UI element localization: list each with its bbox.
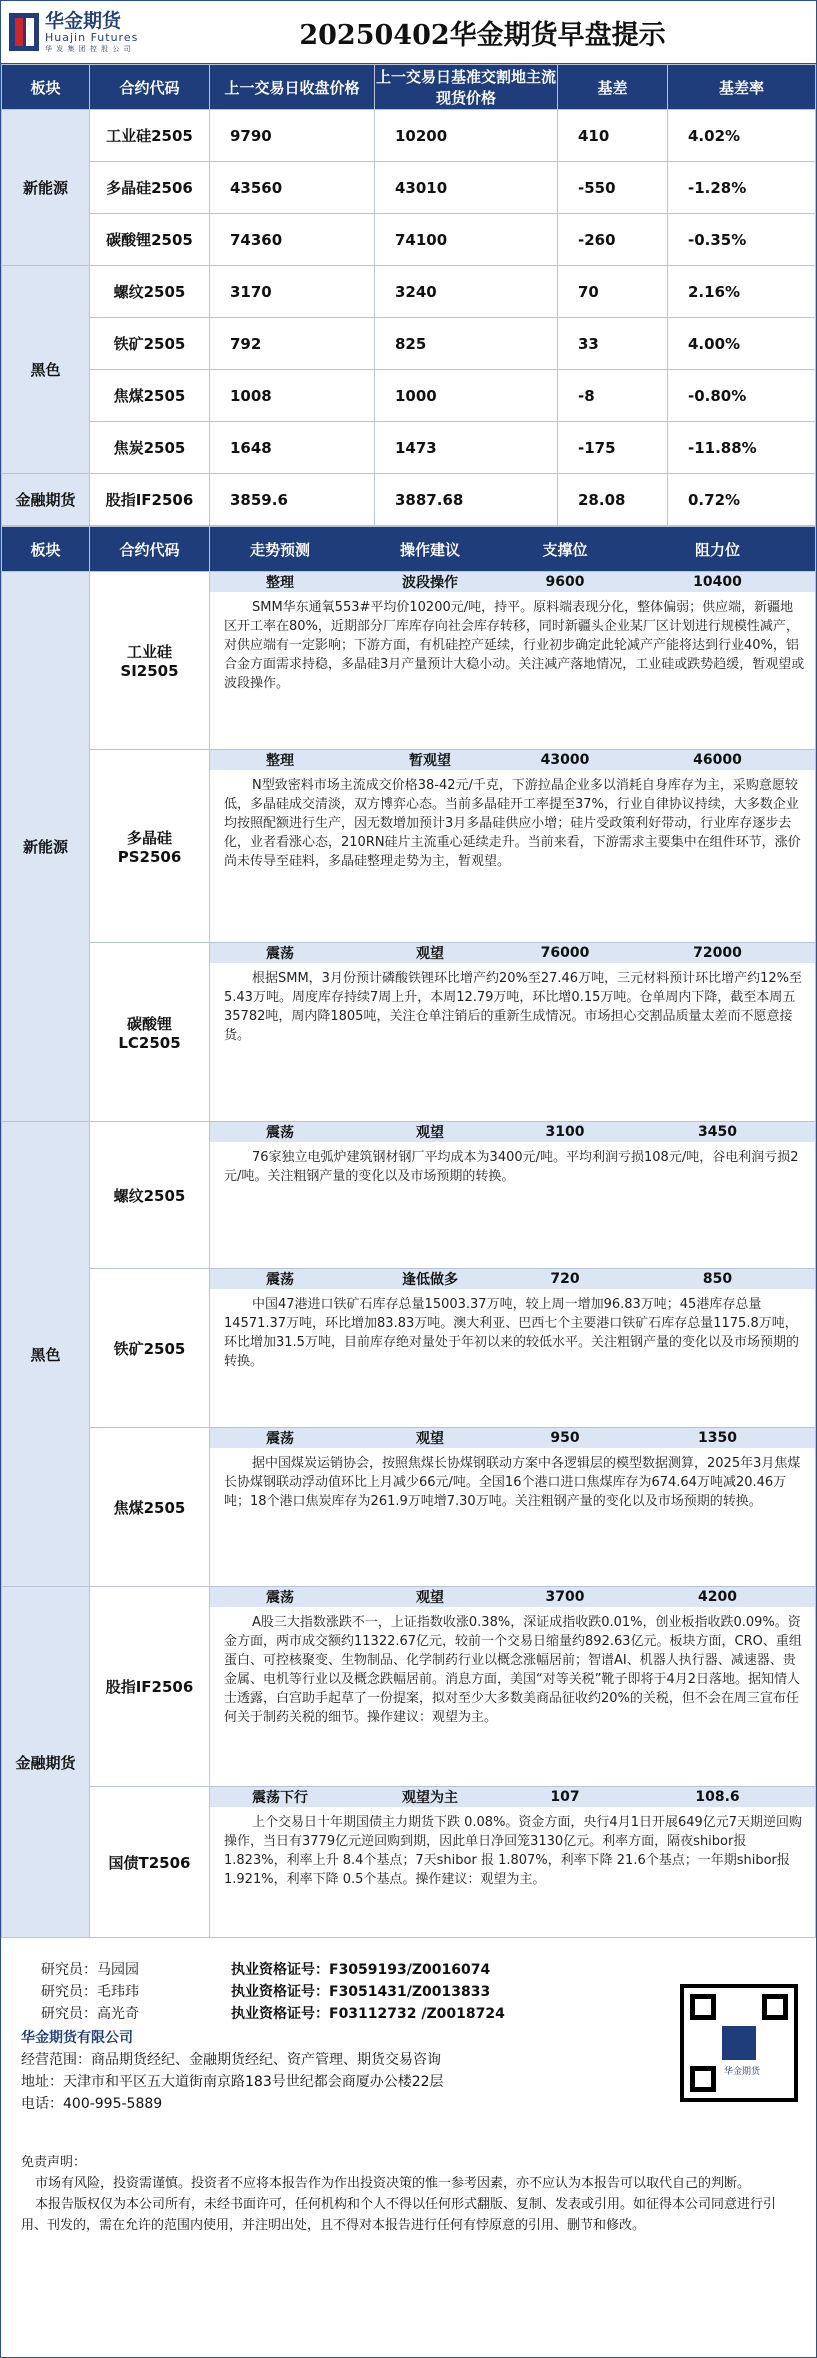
- support-level: 950: [550, 1430, 580, 1446]
- trend-forecast: 整理: [266, 575, 294, 591]
- logo-sub: 华 发 集 团 控 股 公 司: [45, 44, 132, 53]
- value-cell: 825: [375, 318, 558, 370]
- value-cell: 1473: [375, 422, 558, 474]
- strategy-row: [2, 1269, 816, 1428]
- operation-advice: 观望: [416, 946, 444, 962]
- analysis-text: 根据SMM，3月份预计磷酸铁锂环比增产约20%至27.46万吨，三元材料预计环比增产约12%至5.43万吨。周度库存持续7周上升，本周12.79万吨，环比增0.15万吨。仓单周内下降，截至本周五35782吨，周内降1805吨，关注仓单注销后的重新生成情况。市场担心交割品质量太差而不愿意接货。: [224, 971, 802, 1043]
- contract-code: 国债T2506: [90, 1787, 210, 1938]
- resistance-level: 10400: [693, 574, 742, 590]
- operation-advice: 观望: [416, 1125, 444, 1141]
- support-level: 3700: [545, 1589, 585, 1605]
- value-cell: 70: [558, 266, 668, 318]
- company-logo: [9, 11, 189, 54]
- strategy-row: [2, 1587, 816, 1787]
- value-cell: 0.72%: [668, 474, 816, 526]
- analysis-text: 76家独立电弧炉建筑钢材钢厂平均成本为3400元/吨。平均利润亏损108元/吨，谷电利润亏损2元/吨。关注粗钢产量的变化以及市场预期的转换。: [224, 1150, 799, 1184]
- strategy-detail: [210, 750, 816, 943]
- support-level: 9600: [545, 574, 585, 590]
- license-number: 执业资格证号：F03112732 /Z0018724: [231, 2006, 505, 2022]
- value-cell: 3859.6: [210, 474, 375, 526]
- basis-header-cell: 上一交易日收盘价格: [210, 65, 375, 110]
- value-cell: -8: [558, 370, 668, 422]
- contract-code: 焦煤2505: [90, 370, 210, 422]
- trend-forecast: 震荡: [266, 1431, 294, 1447]
- analysis-text: 据中国煤炭运销协会，按照焦煤长协煤钢联动方案中各逻辑层的模型数据测算，2025年3月焦煤长协煤钢联动浮动值环比上月减少66元/吨。全国16个港口进口焦煤库存为674.64万吨减20.46万吨；18个港口焦炭库存为261.9万吨增7.30万吨。关注粗钢产量的变化以及市场预期的转换。: [224, 1456, 801, 1509]
- value-cell: 1648: [210, 422, 375, 474]
- contract-code: 螺纹2505: [90, 266, 210, 318]
- basis-header-cell: 合约代码: [90, 65, 210, 110]
- value-cell: 9790: [210, 110, 375, 162]
- strategy-summary: [210, 1122, 815, 1142]
- researcher-name: 研究员：高光奇: [41, 2006, 139, 2022]
- table-row: [2, 214, 816, 266]
- value-cell: 43560: [210, 162, 375, 214]
- resistance-level: 3450: [698, 1124, 737, 1140]
- strategy-detail: [210, 943, 816, 1122]
- sector-cell: 金融期货: [2, 1587, 90, 1938]
- support-level: 3100: [545, 1124, 585, 1140]
- disclaimer: [1, 2148, 816, 2240]
- value-cell: -11.88%: [668, 422, 816, 474]
- license-number: 执业资格证号：F3051431/Z0013833: [231, 1984, 491, 2000]
- operation-advice: 逢低做多: [402, 1272, 458, 1288]
- value-cell: 4.02%: [668, 110, 816, 162]
- value-cell: 4.00%: [668, 318, 816, 370]
- support-level: 43000: [540, 752, 590, 768]
- value-cell: -550: [558, 162, 668, 214]
- company-address: 地址：天津市和平区五大道街南京路183号世纪都会商厦办公楼22层: [21, 2074, 444, 2090]
- strategy-header-cell: 合约代码: [90, 527, 210, 572]
- contract-code: 碳酸锂2505: [90, 214, 210, 266]
- strategy-summary: [210, 1587, 815, 1607]
- sector-cell: 新能源: [2, 572, 90, 1122]
- resistance-level: 850: [702, 1271, 733, 1287]
- value-cell: 3240: [375, 266, 558, 318]
- contract-code: 焦煤2505: [90, 1428, 210, 1587]
- strategy-detail: [210, 572, 816, 750]
- trend-forecast: 震荡: [266, 1125, 294, 1141]
- strategy-detail: [210, 1428, 816, 1587]
- company-name: 华金期货有限公司: [21, 2030, 133, 2046]
- contract-code: 铁矿2505: [90, 1269, 210, 1428]
- strategy-detail: [210, 1269, 816, 1428]
- strategy-summary: [210, 1428, 815, 1448]
- strategy-table: [1, 526, 816, 1938]
- disclaimer-p2: 本报告版权仅为本公司所有，未经书面许可，任何机构和个人不得以任何形式翻版、复制、发表或引用。如征得本公司同意进行引用、刊发的，需在允许的范围内使用，并注明出处，且不得对本报告进行任何有悖原意的引用、删节和修改。: [21, 2197, 777, 2233]
- sector-cell: 金融期货: [2, 474, 90, 526]
- table-row: [2, 474, 816, 526]
- contract-code: 工业硅 SI2505: [90, 572, 210, 750]
- contract-code: 多晶硅2506: [90, 162, 210, 214]
- basis-header-cell: 基差率: [668, 65, 816, 110]
- value-cell: -0.80%: [668, 370, 816, 422]
- strategy-row: [2, 750, 816, 943]
- researcher-row: [21, 1958, 796, 1980]
- logo-cn: 华金期货: [45, 9, 122, 32]
- trend-forecast: 震荡: [266, 946, 294, 962]
- value-cell: 3170: [210, 266, 375, 318]
- operation-advice: 观望: [416, 1431, 444, 1447]
- strategy-header-cell: 支撑位: [542, 540, 588, 559]
- strategy-header-cell: 走势预测: [249, 540, 310, 559]
- operation-advice: 观望: [416, 1590, 444, 1606]
- support-level: 76000: [540, 945, 590, 961]
- strategy-header-cell: 阻力位: [694, 540, 740, 559]
- strategy-row: [2, 572, 816, 750]
- strategy-detail: [210, 1787, 816, 1938]
- qr-code-icon: [680, 1984, 798, 2102]
- strategy-table-header: [2, 527, 816, 572]
- value-cell: 43010: [375, 162, 558, 214]
- resistance-level: 72000: [693, 945, 742, 961]
- support-level: 107: [550, 1789, 580, 1805]
- analysis-text: 上个交易日十年期国债主力期货下跌 0.08%。资金方面，央行4月1日开展649亿元7天期逆回购操作，当日有3779亿元逆回购到期，因此单日净回笼3130亿元。利率方面，隔夜shibor报1.823%，利率上升 8.4个基点；7天shibor 报 1.807%，利率下降 21.6个基点；一年期shibor报 1.921%，利率下降 0.5个基点。操作建议：观望为主。: [224, 1815, 803, 1887]
- value-cell: 10200: [375, 110, 558, 162]
- support-level: 720: [550, 1271, 580, 1287]
- trend-forecast: 震荡: [266, 1272, 294, 1288]
- analysis-text: N型致密料市场主流成交价格38-42元/千克，下游拉晶企业多以消耗自身库存为主，采购意愿较低，多晶硅成交清淡，双方博弈心态。当前多晶硅开工率提至37%，行业自律协议持续，大多数企业均按照配额进行生产，因无数增加预计3月多晶硅供应小增；硅片受政策利好带动，行业库存逐步去化，业者看涨心态，210RN硅片主流重心延续走升。当前来看，下游需求主要集中在组件环节，涨价尚未传导至硅料，多晶硅整理走势为主，暂观望。: [224, 778, 801, 869]
- basis-table-header: [2, 65, 816, 110]
- value-cell: 2.16%: [668, 266, 816, 318]
- qr-label: 华金期货: [724, 2067, 761, 2077]
- table-row: [2, 318, 816, 370]
- logo-mark-icon: [9, 13, 39, 51]
- sector-cell: 黑色: [2, 1122, 90, 1587]
- strategy-summary: [210, 572, 815, 592]
- value-cell: 33: [558, 318, 668, 370]
- value-cell: -260: [558, 214, 668, 266]
- business-scope: 经营范围：商品期货经纪、金融期货经纪、资产管理、期货交易咨询: [21, 2052, 441, 2068]
- analysis-text: A股三大指数涨跌不一，上证指数收涨0.38%，深证成指收跌0.01%，创业板指收跌0.09%。资金方面，两市成交额约11322.67亿元，较前一个交易日缩量约892.63亿元。板块方面，CRO、重组蛋白、可控核聚变、生物制品、化学制药行业以概念涨幅居前；智谱AI、机器人执行器、减速器、贵金属、电机等行业以及概念跌幅居前。消息方面，美国“对等关税”靴子即将于4月2日落地。据知情人士透露，白宫助手起草了一份提案，拟对至少大多数美商品征收约20%的关税，但不会在周三宣布任何关于制药关税的细节。操作建议：观望为主。: [224, 1615, 802, 1725]
- resistance-level: 4200: [698, 1589, 737, 1605]
- basis-header-cell: 板块: [2, 65, 90, 110]
- value-cell: 792: [210, 318, 375, 370]
- strategy-row: [2, 1428, 816, 1587]
- value-cell: 410: [558, 110, 668, 162]
- resistance-level: 46000: [693, 752, 742, 768]
- strategy-header-cell: 板块: [2, 527, 90, 572]
- strategy-row: [2, 943, 816, 1122]
- table-row: [2, 162, 816, 214]
- contract-code: 股指IF2506: [90, 1587, 210, 1787]
- operation-advice: 暂观望: [409, 753, 451, 769]
- basis-table: [1, 64, 816, 526]
- value-cell: 1008: [210, 370, 375, 422]
- strategy-detail: [210, 1587, 816, 1787]
- value-cell: 28.08: [558, 474, 668, 526]
- trend-forecast: 整理: [266, 753, 294, 769]
- trend-forecast: 震荡下行: [252, 1790, 308, 1806]
- disclaimer-title: 免责声明：: [21, 2155, 87, 2170]
- analysis-text: SMM华东通氧553#平均价10200元/吨，持平。原料端表现分化，整体偏弱；供应端，新疆地区开工率在80%，近期部分厂库库存向社会库存转移，同时新疆头企业某厂区计划进行规模性减产，对供应端有一定影响；下游方面，有机硅控产延续，行业初步确定此轮减产产能将达到行业40%，铝合金方面需求持稳，多晶硅3月产量预计大稳小动。关注减产落地情况，工业硅或跌势趋缓，暂观望或波段操作。: [224, 600, 805, 691]
- value-cell: -1.28%: [668, 162, 816, 214]
- page-title: 20250402华金期货早盘提示: [299, 19, 666, 51]
- strategy-detail: [210, 1122, 816, 1269]
- operation-advice: 观望为主: [402, 1790, 458, 1806]
- strategy-row: [2, 1787, 816, 1938]
- logo-en: Huajin Futures: [45, 30, 139, 44]
- company-phone: 电话：400-995-5889: [21, 2096, 163, 2112]
- contract-code: 螺纹2505: [90, 1122, 210, 1269]
- strategy-header-cell: 操作建议: [399, 540, 460, 559]
- value-cell: 74360: [210, 214, 375, 266]
- table-row: [2, 266, 816, 318]
- header: [1, 1, 816, 64]
- basis-header-cell: 上一交易日基准交割地主流现货价格: [375, 65, 558, 110]
- value-cell: 1000: [375, 370, 558, 422]
- strategy-header-group: [210, 527, 816, 572]
- resistance-level: 1350: [698, 1430, 737, 1446]
- contract-code: 多晶硅 PS2506: [90, 750, 210, 943]
- contract-code: 股指IF2506: [90, 474, 210, 526]
- sector-cell: 黑色: [2, 266, 90, 474]
- researcher-name: 研究员：马园园: [41, 1962, 139, 1978]
- operation-advice: 波段操作: [402, 575, 458, 591]
- trend-forecast: 震荡: [266, 1590, 294, 1606]
- basis-header-cell: 基差: [558, 65, 668, 110]
- strategy-row: [2, 1122, 816, 1269]
- sector-cell: 新能源: [2, 110, 90, 266]
- table-row: [2, 370, 816, 422]
- analysis-text: 中国47港进口铁矿石库存总量15003.37万吨，较上周一增加96.83万吨；45港库存总量14571.37万吨，环比增加83.83万吨。澳大利亚、巴西七个主要港口铁矿石库存总量1175.8万吨，环比增加31.5万吨，目前库存绝对量处于年初以来的较低水平。关注粗钢产量的变化以及市场预期的转换。: [224, 1297, 799, 1369]
- strategy-summary: [210, 1269, 815, 1289]
- contract-code: 铁矿2505: [90, 318, 210, 370]
- disclaimer-p1: 市场有风险，投资需谨慎。投资者不应将本报告作为作出投资决策的惟一参考因素，亦不应认为本报告可以取代自己的判断。: [35, 2176, 751, 2191]
- table-row: [2, 110, 816, 162]
- contract-code: 工业硅2505: [90, 110, 210, 162]
- strategy-summary: [210, 750, 815, 770]
- value-cell: -175: [558, 422, 668, 474]
- resistance-level: 108.6: [695, 1789, 740, 1805]
- contract-code: 碳酸锂 LC2505: [90, 943, 210, 1122]
- researcher-name: 研究员：毛玮玮: [41, 1984, 139, 2000]
- value-cell: -0.35%: [668, 214, 816, 266]
- value-cell: 74100: [375, 214, 558, 266]
- strategy-summary: [210, 943, 815, 963]
- strategy-summary: [210, 1787, 815, 1807]
- table-row: [2, 422, 816, 474]
- value-cell: 3887.68: [375, 474, 558, 526]
- contract-code: 焦炭2505: [90, 422, 210, 474]
- license-number: 执业资格证号：F3059193/Z0016074: [231, 1962, 491, 1978]
